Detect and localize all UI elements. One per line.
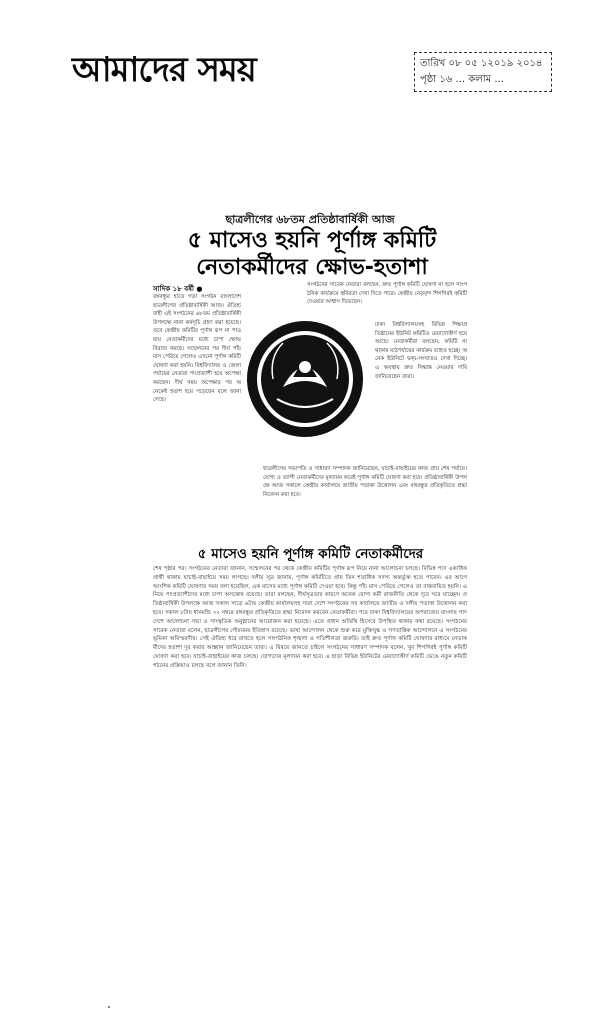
body-column-lower-right: ছাত্রলীগের সভাপতি ও সাধারণ সম্পাদক জানিয়েছেন, যাচাই-বাছাইয়ের কাজ প্রায় শেষ পর্যায়ে। যোগ্য ও ত্যাগী নেতাকর্মীদের মূল্যায়ন করেই পূর্ণাঙ্গ কমিটি ঘোষণা করা হবে। প্রতিষ্ঠাবার্ষিকী উপলক্ষে আজ সকালে কেন্দ্রীয় কার্যালয়ে জাতীয় পতাকা উত্তোলন এবং বঙ্গবন্ধুর প্রতিকৃতিতে শ্রদ্ধা নিবেদন করা হবে। — [263, 466, 467, 498]
stamp-page-line: পৃষ্ঠা ১৬ ... কলাম ... — [420, 74, 504, 85]
article-dateline: সাদিক ১৮ বর্ষী ● — [153, 285, 203, 293]
article-kicker: ছাত্রলীগের ৬৮তম প্রতিষ্ঠাবার্ষিকী আজ — [225, 213, 395, 226]
body-column-top-right: সংগঠনের সাবেক নেতারা বলছেন, দ্রুত পূর্ণাঙ্গ কমিটি ঘোষণা না হলে সাংগঠনিক কার্যক্রমে স্থবিরতা দেখা দিতে পারে। কেন্দ্রীয় নেতৃবৃন্দ শিগগিরই কমিটি দেওয়ার আশ্বাস দিয়েছেন। — [307, 282, 467, 306]
stamp-date-line: তারিখ ০৮ ০৫ ১২০১৯ ২০১৪ — [420, 58, 543, 69]
news-clipping — [147, 203, 474, 911]
headline-line-1: ৫ মাসেও হয়নি পূর্ণাঙ্গ কমিটি — [187, 228, 437, 253]
body-column-right: ঢাকা বিশ্ববিদ্যালয়সহ বিভিন্ন শিক্ষাপ্রতিষ্ঠানের ইউনিট কমিটিও মেয়াদোত্তীর্ণ হয়ে আছে। নেতাকর্মীরা বলছেন, কমিটি না থাকায় মাঠপর্যায়ের কার্যক্রম ব্যাহত হচ্ছে। অনেক ইউনিটে দ্বন্দ্ব-সংঘাতও দেখা দিচ্ছে। এ অবস্থায় দ্রুত সিদ্ধান্ত নেওয়ার দাবি জানিয়েছেন তারা। — [375, 322, 467, 380]
clipping-date-stamp — [414, 52, 552, 92]
continuation-subhead: ৫ মাসেও হয়নি পূর্ণাঙ্গ কমিটি নেতাকর্মীদের — [197, 546, 424, 562]
scan-speck — [108, 1006, 110, 1008]
chhatra-league-logo-image — [243, 317, 367, 441]
newspaper-masthead: আমাদের সময় — [72, 50, 256, 90]
body-column-left: বঙ্গবন্ধুর হাতে গড়া সংগঠন বাংলাদেশ ছাত্রলীগের প্রতিষ্ঠাবার্ষিকী আজ। ঐতিহ্যবাহী এই সংগঠনের ৬৮তম প্রতিষ্ঠাবার্ষিকী উপলক্ষে নানা কর্মসূচি গ্রহণ করা হয়েছে। তবে কেন্দ্রীয় কমিটির পূর্ণাঙ্গ রূপ না পাওয়ায় নেতাকর্মীদের মধ্যে চাপা ক্ষোভ বিরাজ করছে। সম্মেলনের পর দীর্ঘ পাঁচ মাস পেরিয়ে গেলেও এখনো পূর্ণাঙ্গ কমিটি ঘোষণা করা হয়নি। বিশ্ববিদ্যালয় ও জেলা পর্যায়ের নেতারা পদপ্রত্যাশী হয়ে অপেক্ষা করছেন। দীর্ঘ সময় অপেক্ষার পর অনেকেই হতাশ হয়ে পড়েছেন বলে জানা গেছে। — [153, 294, 241, 404]
body-continuation: শেষ পৃষ্ঠার পর। সংগঠনের নেতারা জানান, সম্মেলনের পর থেকে কেন্দ্রীয় কমিটির পূর্ণাঙ্গ রূপ নিয়ে নানা আলোচনা চলছে। বিভিন্ন পদে একাধিক প্রার্থী থাকায় যাচাই-বাছাইয়ে সময় লাগছে। দলীয় সূত্র জানায়, পূর্ণাঙ্গ কমিটিতে প্রায় তিন শতাধিক সদস্য অন্তর্ভুক্ত হতে পারেন। এর আগে আংশিক কমিটি ঘোষণার সময় বলা হয়েছিল, এক মাসের মধ্যে পূর্ণাঙ্গ কমিটি দেওয়া হবে। কিন্তু পাঁচ মাস পেরিয়ে গেলেও তা বাস্তবায়িত হয়নি। এ নিয়ে পদপ্রত্যাশীদের মধ্যে চাপা অসন্তোষ রয়েছে। তারা বলছেন, দীর্ঘসূত্রতার কারণে অনেক যোগ্য কর্মী রাজনীতি থেকে দূরে সরে যাচ্ছেন। প্রতিষ্ঠাবার্ষিকী উপলক্ষে আজ সকাল সাড়ে ৬টায় কেন্দ্রীয় কার্যালয়সহ সারা দেশে সংগঠনের সব কার্যালয়ে জাতীয় ও দলীয় পতাকা উত্তোলন করা হবে। সকাল ৮টায় ধানমন্ডি ৩২ নম্বরে বঙ্গবন্ধুর প্রতিকৃতিতে শ্রদ্ধা নিবেদন করবেন নেতাকর্মীরা। পরে ঢাকা বিশ্ববিদ্যালয়ের অপরাজেয় বাংলার পাদদেশে আলোচনা সভা ও সাংস্কৃতিক অনুষ্ঠানের আয়োজন করা হয়েছে। এতে প্রধান অতিথি হিসেবে উপস্থিত থাকার কথা রয়েছে। সংগঠনের সাবেক নেতারা বলেন, ছাত্রলীগের গৌরবময় ইতিহাস রয়েছে। ভাষা আন্দোলন থেকে শুরু করে মুক্তিযুদ্ধ ও গণতান্ত্রিক আন্দোলনে এ সংগঠনের ভূমিকা অবিস্মরণীয়। সেই ঐতিহ্য ধরে রাখতে হলে সাংগঠনিক শৃঙ্খলা ও গতিশীলতা জরুরি। তাই দ্রুত পূর্ণাঙ্গ কমিটি ঘোষণার মাধ্যমে নেতাকর্মীদের হতাশা দূর করার আহ্বান জানিয়েছেন তারা। এ বিষয়ে জানতে চাইলে সংগঠনের সাধারণ সম্পাদক বলেন, খুব শিগগিরই পূর্ণাঙ্গ কমিটি ঘোষণা করা হবে। যাচাই-বাছাইয়ের কাজ চলছে। যোগ্যদের মূল্যায়ন করা হবে। এ ছাড়া বিভিন্ন ইউনিটের মেয়াদোত্তীর্ণ কমিটি ভেঙে নতুন কমিটি গঠনের প্রক্রিয়াও চলছে বলে জানান তিনি। — [153, 566, 467, 669]
headline-line-2: নেতাকর্মীদের ক্ষোভ-হতাশা — [196, 255, 428, 280]
article-headline — [159, 227, 465, 281]
